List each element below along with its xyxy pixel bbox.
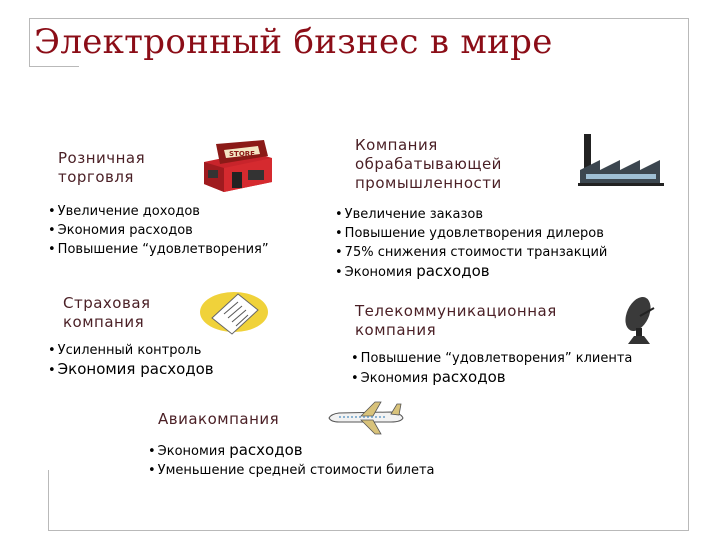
frame-line-left [29, 18, 30, 66]
frame-line-right [688, 18, 689, 530]
list-item: • Повышение “удовлетворения” клиента [351, 349, 632, 368]
list-item: • Экономия расходов [335, 262, 607, 282]
frame-line-footer [48, 530, 689, 531]
list-item: • Усиленный контроль [48, 341, 214, 360]
retail-heading-line-2: торговля [58, 168, 134, 186]
airline-heading-line-1: Авиакомпания [158, 410, 280, 428]
satellite-dish-icon [618, 294, 662, 346]
manufacturing-heading-line-2: обрабатывающей [355, 155, 502, 173]
list-item: • Экономия расходов [148, 441, 435, 461]
telecom-heading-line-1: Телекоммуникационная [355, 302, 557, 320]
airplane-icon [325, 398, 405, 438]
list-item: • Экономия расходов [48, 360, 214, 380]
retail-heading [58, 149, 145, 187]
retail-benefit-list [48, 202, 269, 259]
retail-heading-line-1: Розничная [58, 149, 146, 167]
airline-benefit-list [148, 441, 435, 480]
manufacturing-benefit-list [335, 205, 607, 282]
telecom-heading [355, 302, 557, 340]
airline-heading [158, 410, 279, 429]
telecom-heading-line-2: компания [355, 321, 437, 339]
manufacturing-heading-line-1: Компания [355, 136, 438, 154]
manufacturing-heading [355, 136, 502, 193]
list-item: • Увеличение заказов [335, 205, 607, 224]
telecom-benefit-list [351, 349, 632, 388]
insurance-benefit-list [48, 341, 214, 380]
insurance-heading [63, 294, 151, 332]
insurance-heading-line-2: компания [63, 313, 145, 331]
list-item: • Повышение “удовлетворения” [48, 240, 269, 259]
list-item: • Экономия расходов [48, 221, 269, 240]
insurance-heading-line-1: Страховая [63, 294, 151, 312]
slide-title: Электронный бизнес в мире [34, 22, 553, 62]
list-item: • Уменьшение средней стоимости билета [148, 461, 435, 480]
list-item: • Увеличение доходов [48, 202, 269, 221]
list-item: • Повышение удовлетворения дилеров [335, 224, 607, 243]
store-sign-label: STORE [229, 150, 255, 158]
frame-line-top [29, 18, 689, 19]
list-item: • 75% снижения стоимости транзакций [335, 243, 607, 262]
frame-line-footer-left [48, 470, 49, 530]
frame-line-bottom [29, 66, 79, 67]
store-icon [198, 138, 278, 194]
factory-icon [572, 130, 672, 188]
document-icon [198, 288, 270, 336]
manufacturing-heading-line-3: промышленности [355, 174, 502, 192]
list-item: • Экономия расходов [351, 368, 632, 388]
